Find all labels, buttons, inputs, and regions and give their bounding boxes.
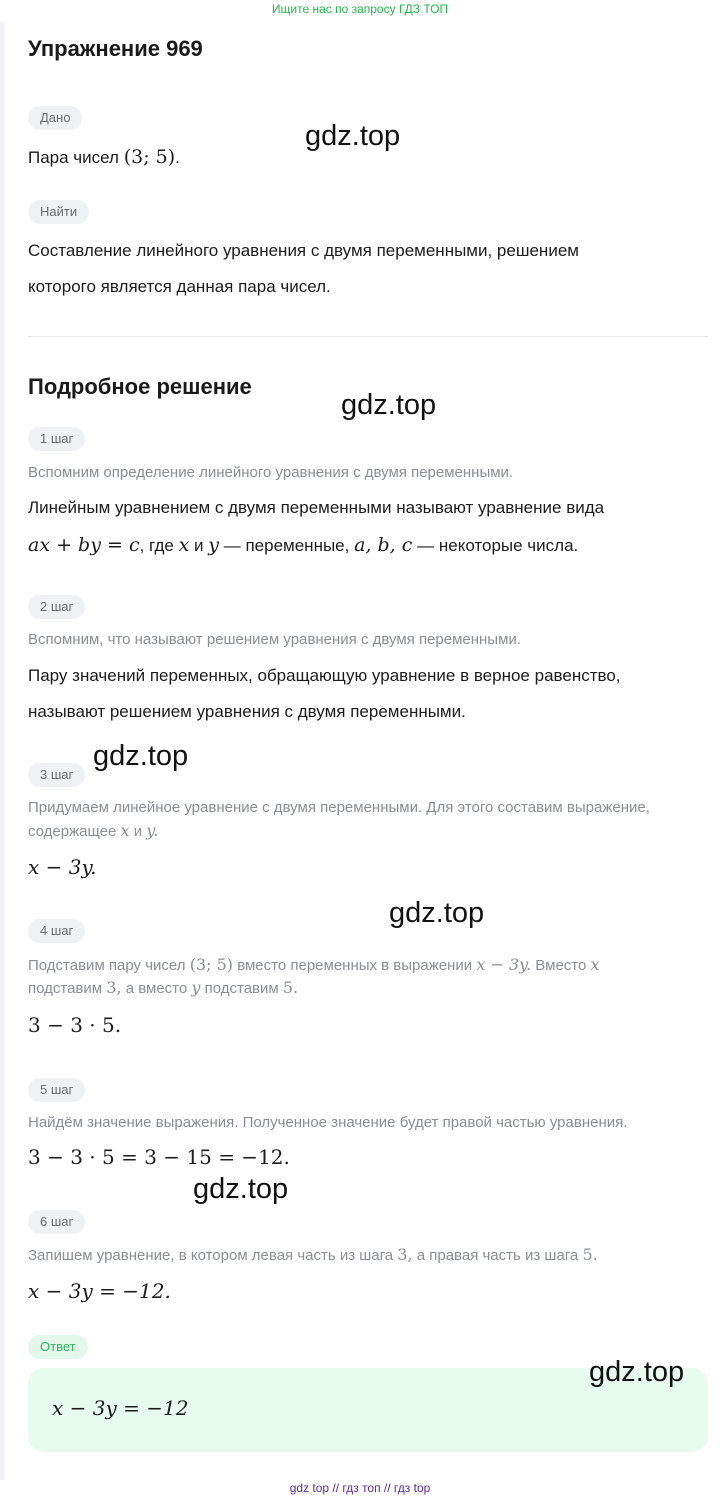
step-3-hint-line1: Придумаем линейное уравнение с двумя переменными. Для этого составим выражение, [28,799,650,816]
step-1-text: Линейным уравнением с двумя переменными называют уравнение вида [28,498,605,517]
watermark: gdz.top [589,1356,685,1388]
step-3-result-math: x − 3y. [28,855,97,879]
step-5-result-math: 3 − 3 · 5 = 3 − 15 = −12. [28,1145,290,1169]
step-6-chip: 6 шаг [28,1210,85,1234]
step-2-hint: Вспомним, что называют решением уравнения с двумя переменными. [28,631,521,648]
find-text-line1: Составление линейного уравнения с двумя переменными, решением [28,241,579,260]
step-4-result-math: 3 − 3 · 5. [28,1013,122,1037]
page-title: Упражнение 969 [28,36,203,61]
step-3-hint-line2: содержащее x и y. [28,821,159,840]
section-divider [28,336,708,337]
step-1-hint: Вспомним определение линейного уравнения с двумя переменными. [28,464,514,481]
top-banner-link[interactable]: Ищите нас по запросу ГДЗ ТОП [271,2,449,16]
answer-math: x − 3y = −12 [52,1396,189,1420]
left-border [0,22,4,1480]
step-2-text-line1: Пару значений переменных, обращающую уравнение в верное равенство, [28,666,621,685]
watermark: gdz.top [341,389,437,421]
step-2-text-line2: называют решением уравнения с двумя переменными. [28,702,466,721]
watermark: gdz.top [305,120,401,152]
given-chip: Дано [28,106,82,130]
linear-equation-math: ax + by = c [28,534,140,556]
find-text-line2: которого является данная пара чисел. [28,277,331,296]
watermark: gdz.top [193,1173,289,1205]
step-1-chip: 1 шаг [28,427,85,451]
step-2-chip: 2 шаг [28,595,85,619]
step-4-chip: 4 шаг [28,919,85,943]
step-3-chip: 3 шаг [28,763,85,787]
find-chip: Найти [28,200,89,224]
step-1-formula-line: ax + by = c, где x и y — переменные, a, b, c — некоторые числа. [28,534,579,556]
step-5-chip: 5 шаг [28,1078,85,1102]
watermark: gdz.top [389,897,485,929]
coefficients-math: a, b, c [354,534,413,556]
given-text: Пара чисел (3; 5). [28,146,180,168]
given-pair-math: (3; 5) [123,146,176,168]
step-4-hint-line2: подставим 3, а вместо y подставим 5. [28,978,299,997]
step-6-result-math: x − 3y = −12. [28,1279,171,1303]
answer-chip: Ответ [28,1335,88,1359]
step-6-hint: Запишем уравнение, в котором левая часть из шага 3, а правая часть из шага 5. [28,1245,598,1264]
footer-links[interactable]: gdz top // гдз топ // гдз top [289,1481,431,1495]
solution-title: Подробное решение [28,374,252,399]
step-5-hint: Найдём значение выражения. Полученное значение будет правой частью уравнения. [28,1114,628,1131]
watermark: gdz.top [93,740,189,772]
step-4-hint-line1: Подставим пару чисел (3; 5) вместо переменных в выражении x − 3y. Вместо x [28,955,600,974]
